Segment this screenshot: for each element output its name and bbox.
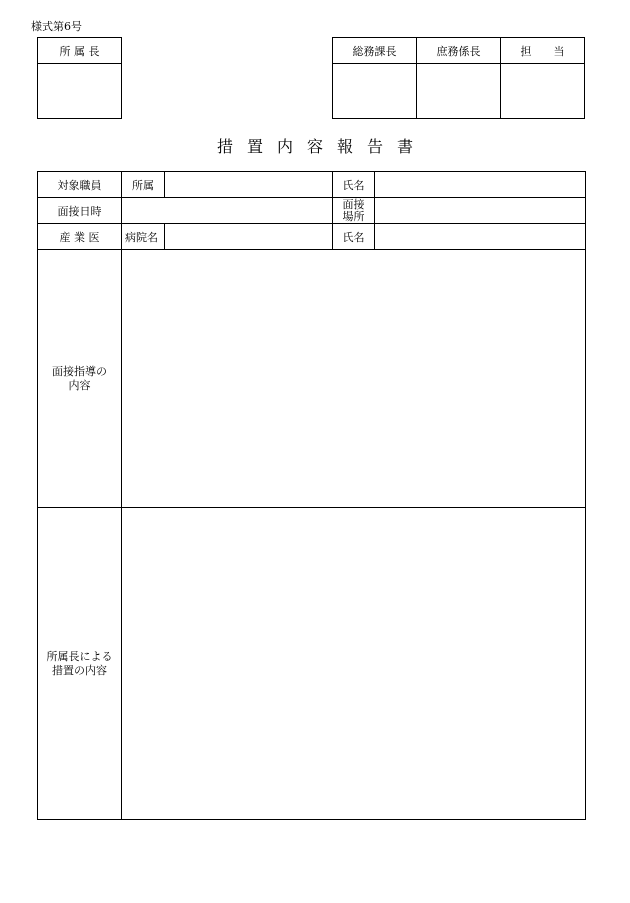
stamp-box-general-affairs-manager[interactable] <box>333 64 417 119</box>
guidance-content-field[interactable] <box>122 250 586 508</box>
industrial-physician-label: 産 業 医 <box>38 224 122 250</box>
interview-place-field[interactable] <box>375 198 586 224</box>
document-title: 措置内容報告書 <box>216 137 427 156</box>
stamp-box-person-in-charge[interactable] <box>501 64 585 119</box>
physician-name-field[interactable] <box>375 224 586 250</box>
hospital-name-field[interactable] <box>165 224 333 250</box>
guidance-content-label-line1: 面接指導の <box>52 364 107 378</box>
interview-place-label <box>333 198 375 224</box>
stamp-header-general-affairs-manager: 総務課長 <box>333 38 417 64</box>
stamp-header-person-in-charge: 担 当 <box>501 38 585 64</box>
hospital-name-label: 病院名 <box>122 224 165 250</box>
form-number: 様式第6号 <box>31 20 82 33</box>
measures-content-label <box>38 508 122 820</box>
interview-place-label-line1: 面接 <box>342 197 365 211</box>
stamp-header-director: 所 属 長 <box>38 38 122 64</box>
subject-employee-label: 対象職員 <box>38 172 122 198</box>
affiliation-field[interactable] <box>165 172 333 198</box>
measures-content-label-line1: 所属長による <box>46 649 113 663</box>
interview-place-label-line2: 場所 <box>342 209 365 223</box>
employee-name-field[interactable] <box>375 172 586 198</box>
stamp-header-clerical-chief: 庶務係長 <box>417 38 501 64</box>
affiliation-label: 所属 <box>122 172 165 198</box>
stamp-box-clerical-chief[interactable] <box>417 64 501 119</box>
interview-datetime-label: 面接日時 <box>38 198 122 224</box>
guidance-content-label <box>38 250 122 508</box>
measures-content-field[interactable] <box>122 508 586 820</box>
approval-stamp-right <box>332 37 585 119</box>
measures-content-label-line2: 措置の内容 <box>52 663 107 677</box>
guidance-content-label-line2: 内容 <box>68 378 91 392</box>
physician-name-label: 氏名 <box>333 224 375 250</box>
interview-datetime-field[interactable] <box>122 198 333 224</box>
report-table <box>37 171 586 820</box>
approval-stamp-left <box>37 37 122 119</box>
stamp-box-director[interactable] <box>38 64 122 119</box>
employee-name-label: 氏名 <box>333 172 375 198</box>
